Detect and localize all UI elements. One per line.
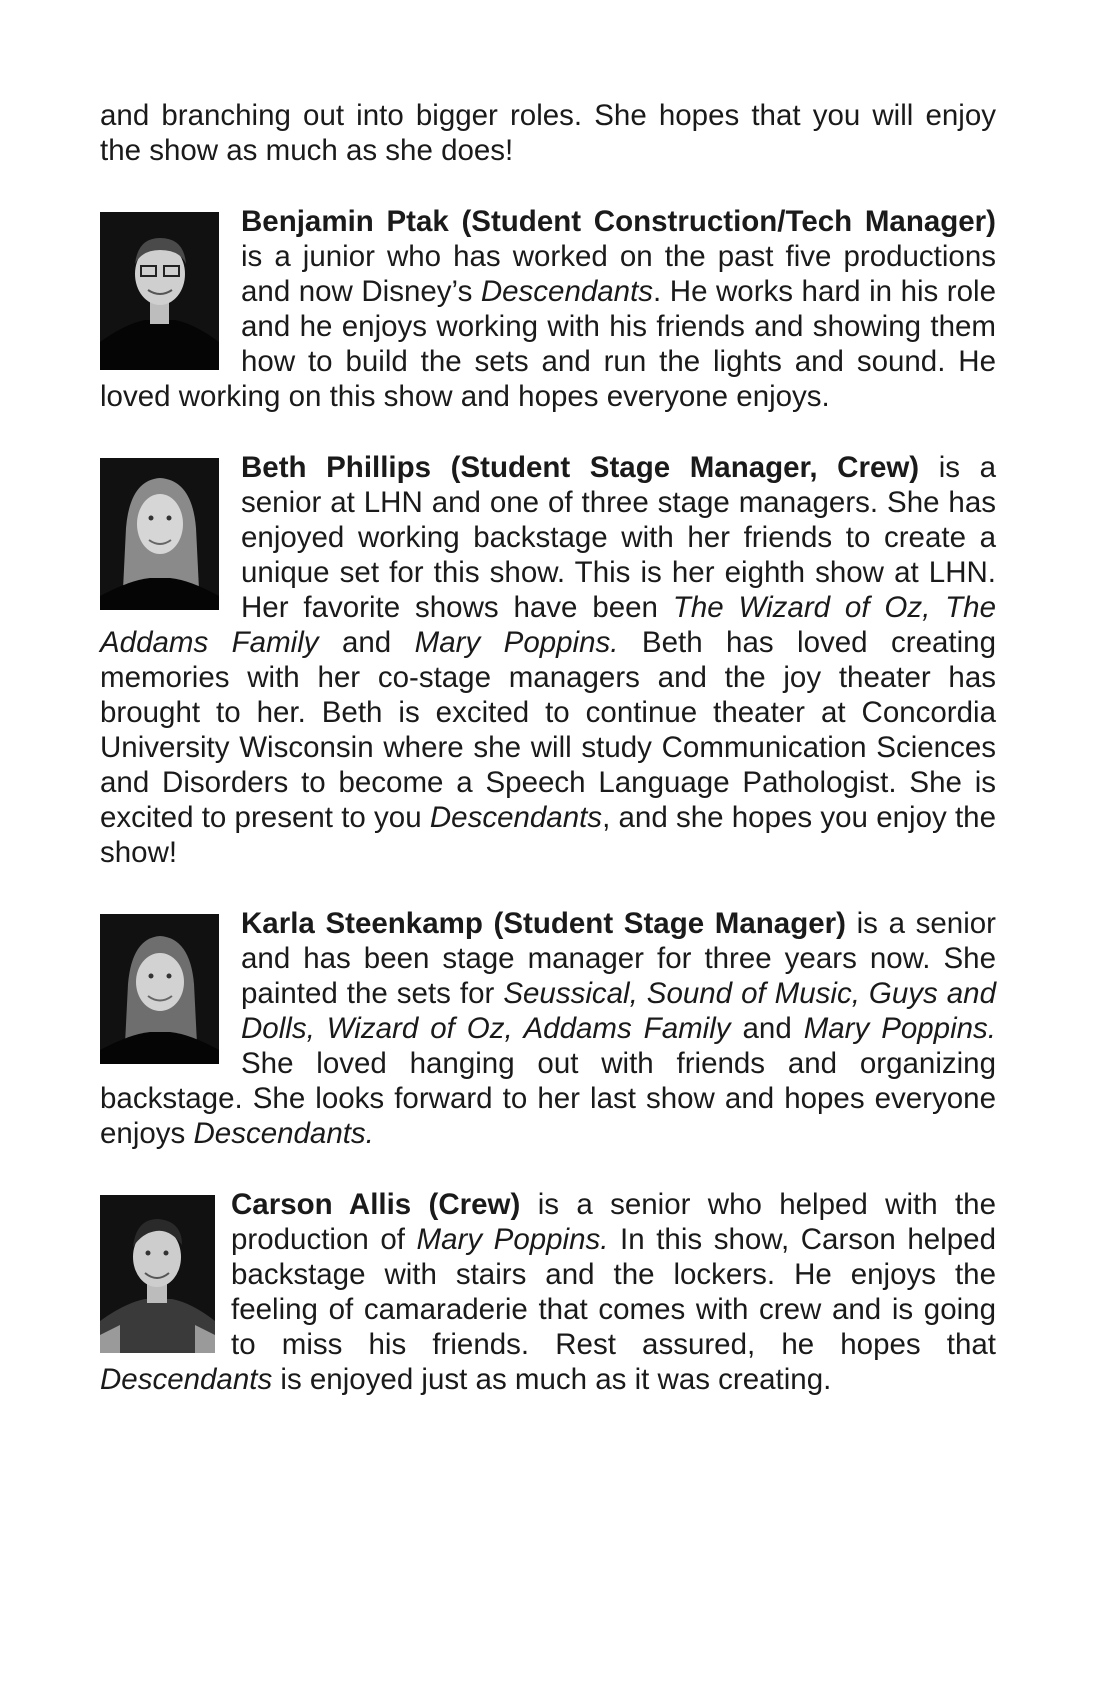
italic-title: Seussical, Sound of Music, Guys and Dolls, Wizard of Oz, Addams Family — [241, 977, 996, 1045]
bio-text-run: and — [730, 1012, 804, 1045]
bio-text-run: is a senior and has been stage manager for three years now. She painted the sets for — [241, 907, 996, 1010]
bio-text-run: is enjoyed just as much as it was creating. — [272, 1363, 832, 1396]
bio-text-run: and — [318, 626, 415, 659]
bio-role: (Student Construction/Tech Manager) — [461, 205, 996, 238]
bio-text — [100, 1187, 996, 1397]
headshot-photo — [100, 1195, 215, 1353]
bio-body — [100, 240, 996, 413]
headshot-photo — [100, 914, 219, 1064]
bio-name: Carson Allis — [231, 1188, 412, 1221]
bio-text-run: . He works hard in his role and he enjoys working with his friends and showing them how to build the sets and run the lights and sound. He loved working on this show and hopes everyone enjoys. — [100, 275, 996, 413]
bio-text-run: is a senior at LHN and one of three stage managers. She has enjoyed working backstage with her friends to create a unique set for this show. This is her eighth show at LHN. Her favorite shows have been — [241, 451, 996, 624]
italic-title: Descendants — [429, 801, 603, 834]
italic-title: Descendants — [100, 1363, 273, 1396]
intro-paragraph: and branching out into bigger roles. She hopes that you will enjoy the show as much as she does! — [100, 99, 996, 167]
bio-karla-steenkamp — [100, 906, 996, 1151]
italic-title: Descendants. — [193, 1117, 374, 1150]
bio-benjamin-ptak — [100, 204, 996, 414]
bio-text-run: , and she hopes you enjoy the show! — [100, 801, 996, 869]
bio-text-run: She loved hanging out with friends and organizing backstage. She looks forward to her last show and hopes everyone enjoys — [100, 1047, 996, 1150]
bio-name: Karla Steenkamp — [241, 907, 483, 940]
bio-body — [100, 907, 996, 1150]
bio-text — [100, 204, 996, 414]
bio-name: Beth Phillips — [241, 451, 432, 484]
bio-text-run: In this show, Carson helped backstage with stairs and the lockers. He enjoys the feeling of camaraderie that comes with crew and is going to miss his friends. Rest assured, he hopes that — [231, 1223, 996, 1361]
headshot-photo — [100, 458, 219, 610]
bio-text — [100, 906, 996, 1151]
bio-text-run: is a junior who has worked on the past five productions and now Disney’s — [241, 240, 996, 308]
italic-title: The Wizard of Oz, The Addams Family — [100, 591, 996, 659]
bio-text-run: is a senior who helped with the production of — [231, 1188, 996, 1256]
headshot-photo — [100, 212, 219, 370]
bio-role: (Student Stage Manager) — [493, 907, 846, 940]
bio-beth-phillips — [100, 450, 996, 870]
italic-title: Mary Poppins. — [414, 626, 619, 659]
bio-role: (Crew) — [428, 1188, 521, 1221]
bio-body — [100, 451, 996, 869]
bio-carson-allis — [100, 1187, 996, 1397]
program-page — [100, 98, 996, 1433]
bio-role: (Student Stage Manager, Crew) — [450, 451, 920, 484]
bio-text-run: Beth has loved creating memories with her co-stage managers and the joy theater has brought to her. Beth is excited to continue theater at Concordia University Wisconsin where she will study Communication Sciences and Disorders to become a Speech Language Pathologist. She is excited to present to you — [100, 626, 996, 834]
bio-name: Benjamin Ptak — [241, 205, 449, 238]
italic-title: Mary Poppins. — [416, 1223, 609, 1256]
italic-title: Mary Poppins. — [803, 1012, 996, 1045]
italic-title: Descendants — [480, 275, 654, 308]
bio-text — [100, 450, 996, 870]
